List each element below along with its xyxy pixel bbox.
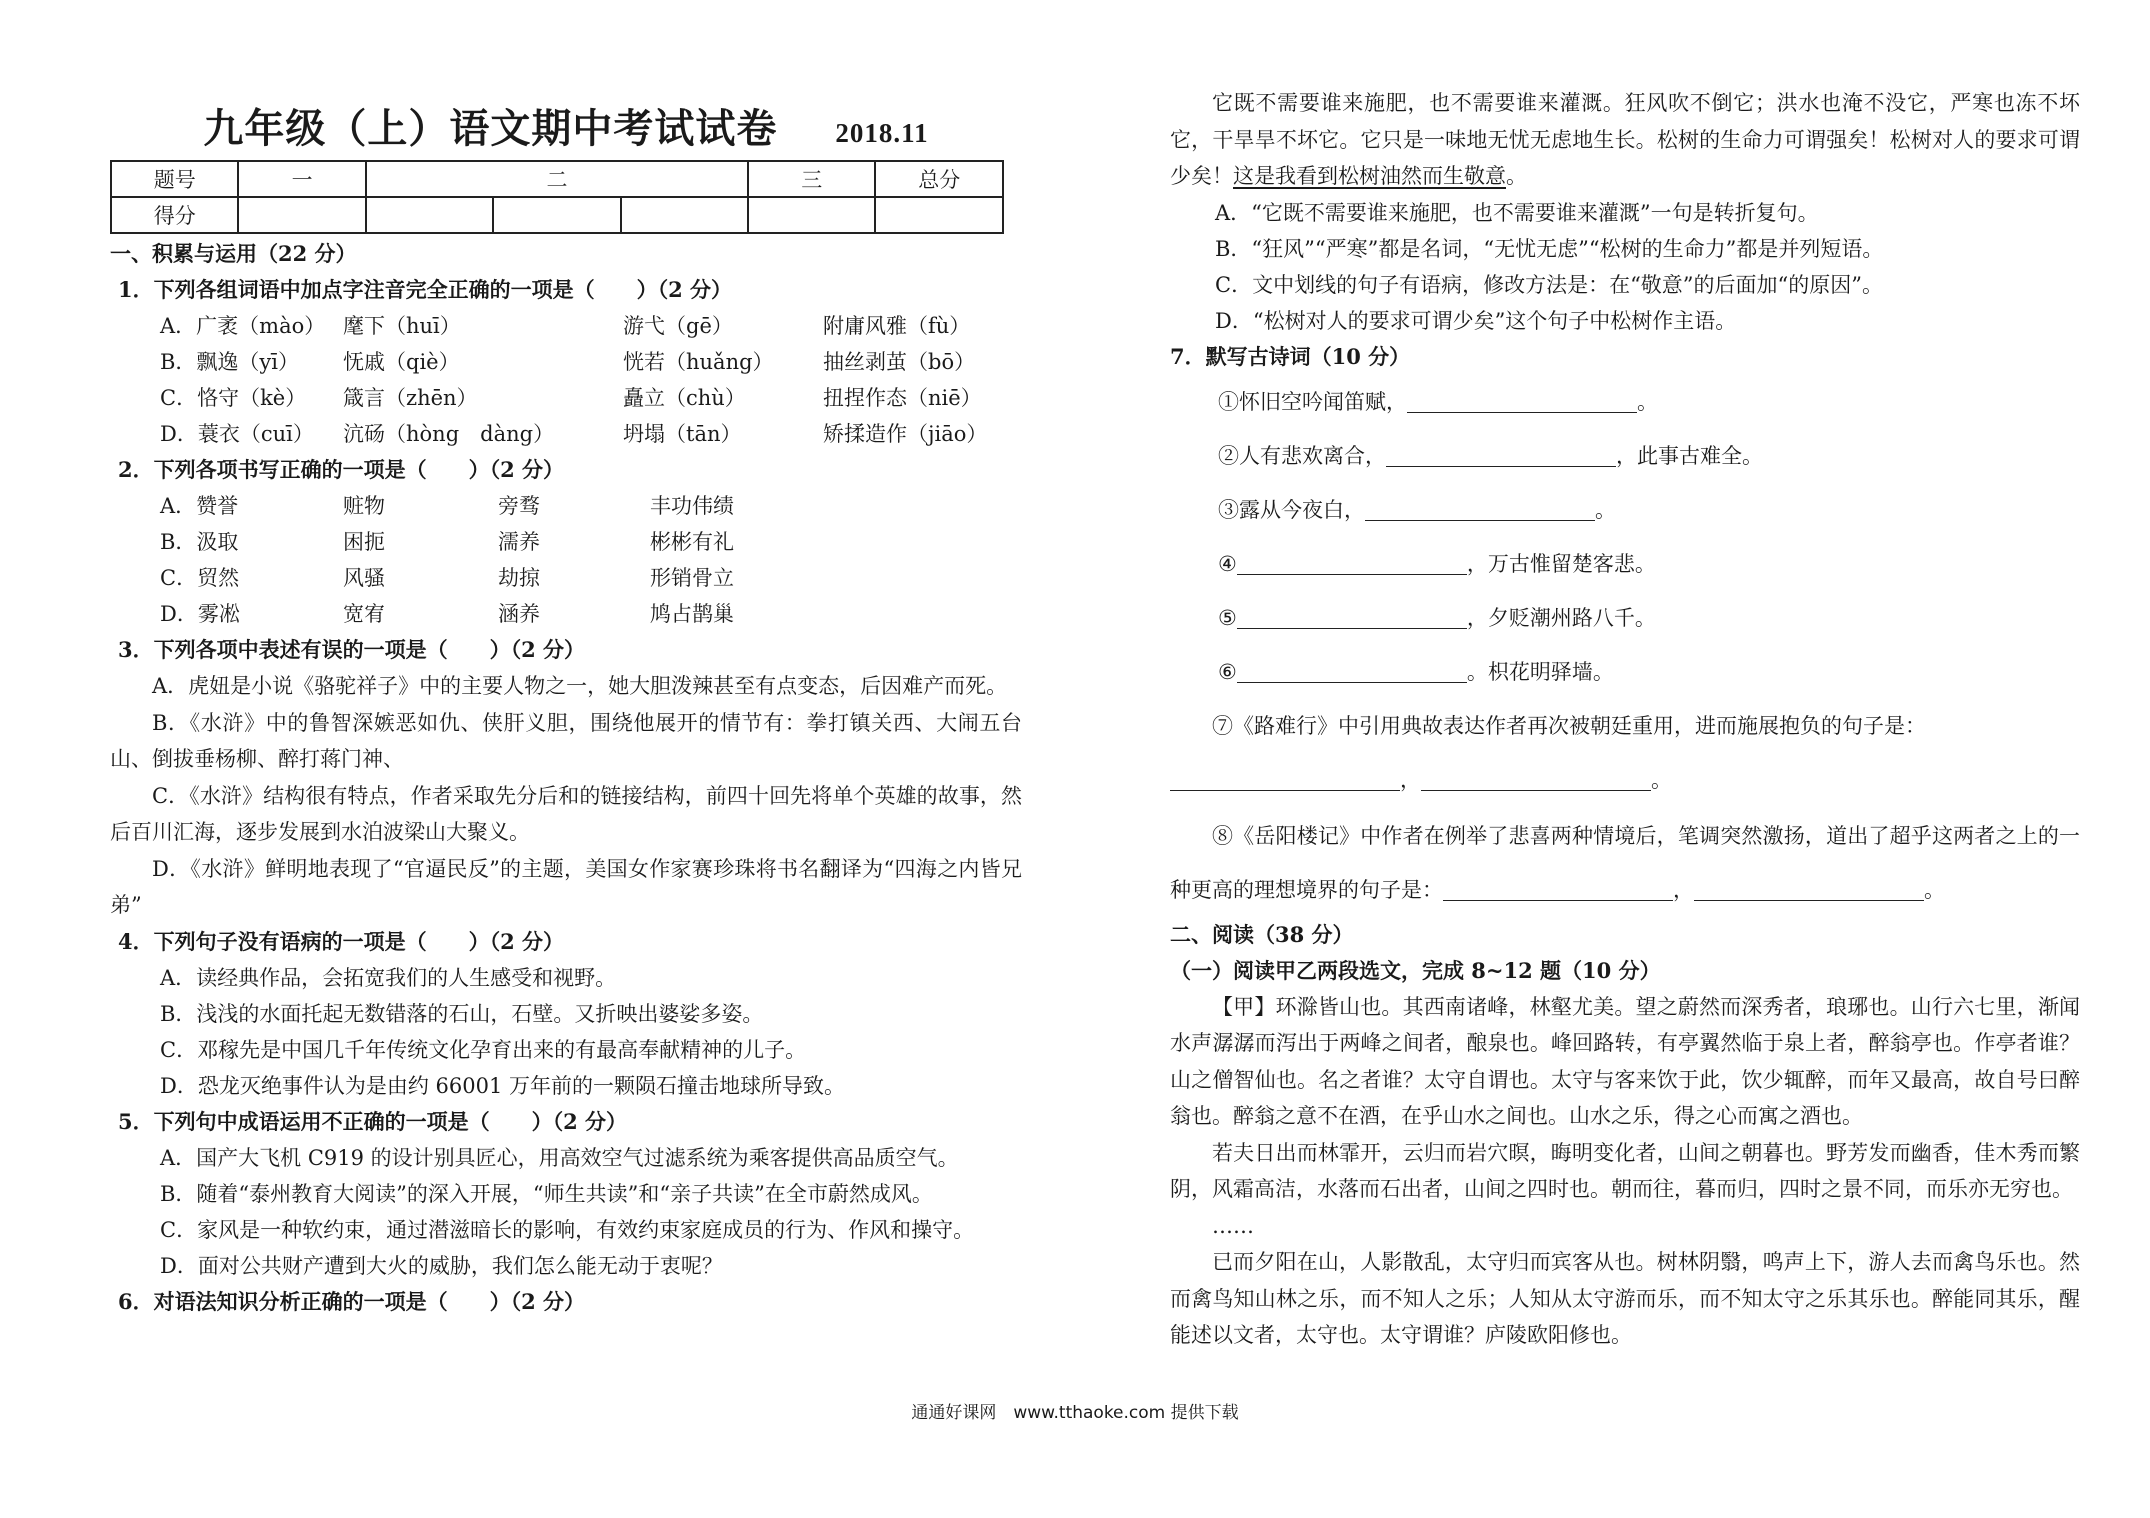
poem-text: 。 [1595,497,1616,522]
question-stem: 2．下列各项书写正确的一项是（ ）（2 分） [118,457,565,482]
poem-text: ⑤ [1218,605,1237,630]
option-text: A．赞誉 [160,494,239,518]
underlined-sentence: 这是我看到松树油然而生敬意 [1233,164,1506,188]
poem-item [1170,537,2080,591]
score-header-cell: 总分 [875,161,1003,197]
answer-blank[interactable] [1237,546,1467,575]
poem-text: ④ [1218,551,1237,576]
poem-text: ③露从今夜白， [1218,497,1365,522]
section-heading: 一、积累与运用（22 分） [110,241,357,266]
option-text: 抽丝剥茧（bō） [823,350,976,374]
poem-item [1170,429,2080,483]
option-text: C．家风是一种软约束，通过潜滋暗长的影响，有效约束家庭成员的行为、作风和操守。 [160,1217,975,1242]
passage-text: 。 [1506,164,1527,188]
option-text: 怃戚（qiè） [343,350,460,374]
passage-text: 它既不需要谁来施肥，也不需要谁来灌溉。狂风吹不倒它；洪水也淹不没它，严寒也冻不坏它，干旱旱不坏它。它只是一味地无忧无虑地生长。松树的生命力可谓强矣！松树对人的要求可谓少矣！ [1170,91,2080,188]
title-text: 九年级（上）语文期中考试试卷 [203,105,778,152]
option-text: 濡养 [498,530,540,554]
poem-text: 。枳花明驿墙。 [1466,659,1614,684]
option-text: B．飘逸（yī） [160,350,300,374]
answer-blank[interactable] [1443,872,1673,901]
passage-paragraph: 已而夕阳在山，人影散乱，太守归而宾客从也。树林阴翳，鸣声上下，游人去而禽鸟乐也。然而禽鸟知山林之乐，而不知人之乐；人知从太守游而乐，而不知太守之乐其乐也。醉能同其乐，醒能述以文者，太守也。太守谓谁？庐陵欧阳修也。 [1170,1250,2080,1347]
question-stem: 6．对语法知识分析正确的一项是（ ）（2 分） [118,1288,586,1314]
option-paragraph: A．虎妞是小说《骆驼祥子》中的主要人物之一，她大胆泼辣甚至有点变态，后因难产而死。 [152,674,1008,698]
option-row [110,596,1022,632]
footer-credit: 通通好课网 www.tthaoke.com 提供下载 [911,1403,1239,1423]
option-text: D．恐龙灭绝事件认为是由约 66001 万年前的一颗陨石撞击地球所导致。 [160,1073,845,1098]
option-row [110,560,1022,596]
option-text: 风骚 [343,566,385,590]
exam-date: 2018.11 [835,118,929,148]
section-heading: 二、阅读（38 分） [1170,921,1354,947]
option-text: D．“松树对人的要求可谓少矣”这个句子中松树作主语。 [1215,308,1737,333]
option-text: 赃物 [343,494,385,518]
poem-text: 。 [1637,389,1658,414]
option-text: 劫掠 [498,566,540,590]
option-text: D．雾凇 [160,602,240,626]
answer-blank[interactable] [1421,762,1651,791]
option-text: C．贸然 [160,566,240,590]
option-row [110,524,1022,560]
option-text: D．面对公共财产遭到大火的威胁，我们怎么能无动于衷呢？ [160,1253,723,1278]
option-text: C．邓稼先是中国几千年传统文化孕育出来的有最高奉献精神的儿子。 [160,1037,807,1062]
option-text: B．随着“泰州教育大阅读”的深入开展，“师生共读”和“亲子共读”在全市蔚然成风。 [160,1181,933,1206]
reading-subheading: （一）阅读甲乙两段选文，完成 8~12 题（10 分） [1170,957,1661,983]
score-cell[interactable] [621,197,748,233]
option-paragraph: C．《水浒》结构很有特点，作者采取先分后和的链接结构，前四十回先将单个英雄的故事，然后百川汇海，逐步发展到水泊波梁山大聚义。 [110,783,1022,844]
option-paragraph: D．《水浒》鲜明地表现了“官逼民反”的主题，美国女作家赛珍珠将书名翻译为“四海之内皆兄弟” [110,856,1022,917]
option-text: 坍塌（tān） [623,422,742,446]
option-row [110,380,1022,416]
score-cell[interactable] [875,197,1003,233]
poem-text: ⑥ [1218,659,1237,684]
poem-text: ⑧《岳阳楼记》中作者在例举了悲喜两种情境后，笔调突然激扬，道出了超乎这两者之上的一种更高的理想境界的句子是： [1170,823,2080,902]
option-text: A．“它既不需要谁来施肥，也不需要谁来灌溉”一句是转折复句。 [1215,200,1819,225]
option-row [110,488,1022,524]
option-text: 宽宥 [343,602,385,626]
poem-text: ①怀旧空吟闻笛赋， [1218,389,1407,414]
passage-paragraph: 【甲】环滁皆山也。其西南诸峰，林壑尤美。望之蔚然而深秀者，琅琊也。山行六七里，渐闻水声潺潺而泻出于两峰之间者，酿泉也。峰回路转，有亭翼然临于泉上者，醉翁亭也。作亭者谁？山之僧智仙也。名之者谁？太守自谓也。太守与客来饮于此，饮少辄醉，而年又最高，故自号曰醉翁也。醉翁之意不在酒，在乎山水之间也。山水之乐，得之心而寓之酒也。 [1170,994,2080,1128]
option-text: A．读经典作品，会拓宽我们的人生感受和视野。 [160,965,617,990]
question-stem: 1．下列各组词语中加点字注音完全正确的一项是（ ）（2 分） [118,277,733,302]
answer-blank[interactable] [1365,492,1595,521]
option-text: A．广袤（mào） [160,314,326,338]
option-paragraph: B．《水浒》中的鲁智深嫉恶如仇、侠肝义胆，围绕他展开的情节有：拳打镇关西、大闹五台山、倒拔垂杨柳、醉打蒋门神、 [110,710,1022,771]
poem-text: ②人有悲欢离合， [1218,443,1386,468]
score-table-header-row [111,161,1003,197]
poem-text: ，万古惟留楚客悲。 [1466,551,1656,576]
option-text: 鸠占鹊巢 [650,602,734,626]
poem-item-7: ⑦《路难行》中引用典故表达作者再次被朝廷重用，进而施展抱负的句子是： [1212,713,1926,738]
option-text: B．浅浅的水面托起无数错落的石山，石壁。又折映出婆娑多姿。 [160,1001,764,1026]
option-text: 游弋（gē） [623,314,733,338]
option-text: 困扼 [343,530,385,554]
option-text: D．蓑衣（cuī） [160,422,314,446]
option-row [110,344,1022,380]
score-row-label: 得分 [111,197,238,233]
grammar-passage [1170,85,2080,195]
option-text: 矗立（chù） [623,386,746,410]
option-text: 彬彬有礼 [650,530,734,554]
answer-blank[interactable] [1386,438,1616,467]
option-text: 矫揉造作（jiāo） [823,422,988,446]
score-cell[interactable] [493,197,620,233]
option-text: C．文中划线的句子有语病，修改方法是：在“敬意”的后面加“的原因”。 [1215,272,1884,297]
answer-blank[interactable] [1694,872,1924,901]
answer-blank[interactable] [1170,762,1400,791]
score-cell[interactable] [238,197,365,233]
passage-ellipsis: …… [1212,1213,1254,1238]
option-text: 丰功伟绩 [650,494,734,518]
poem-item [1170,375,2080,429]
question-stem: 4．下列句子没有语病的一项是（ ）（2 分） [118,928,565,954]
score-header-cell: 二 [366,161,748,197]
question-stem: 5．下列句中成语运用不正确的一项是（ ）（2 分） [118,1108,628,1134]
option-text: 旁骛 [498,494,540,518]
option-text: 麾下（huī） [343,314,461,338]
poem-text: ，此事古难全。 [1616,443,1763,468]
option-text: 附庸风雅（fù） [823,314,971,338]
score-header-cell: 题号 [111,161,238,197]
option-text: 箴言（zhēn） [343,386,478,410]
answer-blank[interactable] [1407,384,1637,413]
option-text: 涵养 [498,602,540,626]
poem-item-8: ⑧《岳阳楼记》中作者在例举了悲喜两种情境后，笔调突然激扬，道出了超乎这两者之上的一种更高的理想境界的句子是： ， 。 [1170,823,2080,902]
option-text: B．汲取 [160,530,239,554]
option-text: C．恪守（kè） [160,386,307,410]
option-text: 恍若（huǎng） [623,350,774,374]
poem-item [1170,645,2080,699]
right-column [1170,85,2080,1354]
option-text: B．“狂风”“严寒”都是名词，“无忧无虑”“松树的生命力”都是并列短语。 [1215,236,1884,261]
answer-blank[interactable] [1237,600,1467,629]
option-text: 扭捏作态（niē） [823,386,982,410]
option-row [110,308,1022,344]
score-table [110,160,1004,234]
question-stem: 7．默写古诗词（10 分） [1170,343,1411,369]
option-text: 沆砀（hòng dàng） [343,422,555,446]
score-cell[interactable] [366,197,493,233]
score-header-cell: 三 [748,161,875,197]
score-cell[interactable] [748,197,875,233]
question-stem: 3．下列各项中表述有误的一项是（ ）（2 分） [118,637,586,662]
score-table-score-row [111,197,1003,233]
option-text: 形销骨立 [650,566,734,590]
score-header-cell: 一 [238,161,365,197]
left-column [110,100,1022,1320]
option-row [110,416,1022,452]
exam-title [110,100,1022,158]
poem-item [1170,591,2080,645]
option-text: A．国产大飞机 C919 的设计别具匠心，用高效空气过滤系统为乘客提供高品质空气。 [160,1145,959,1170]
poem-item-7-blanks: ， 。 [1170,753,2080,807]
poem-text: ，夕贬潮州路八千。 [1466,605,1656,630]
answer-blank[interactable] [1237,654,1467,683]
passage-paragraph: 若夫日出而林霏开，云归而岩穴暝，晦明变化者，山间之朝暮也。野芳发而幽香，佳木秀而繁阴，风霜高洁，水落而石出者，山间之四时也。朝而往，暮而归，四时之景不同，而乐亦无穷也。 [1170,1140,2080,1201]
poem-item [1170,483,2080,537]
